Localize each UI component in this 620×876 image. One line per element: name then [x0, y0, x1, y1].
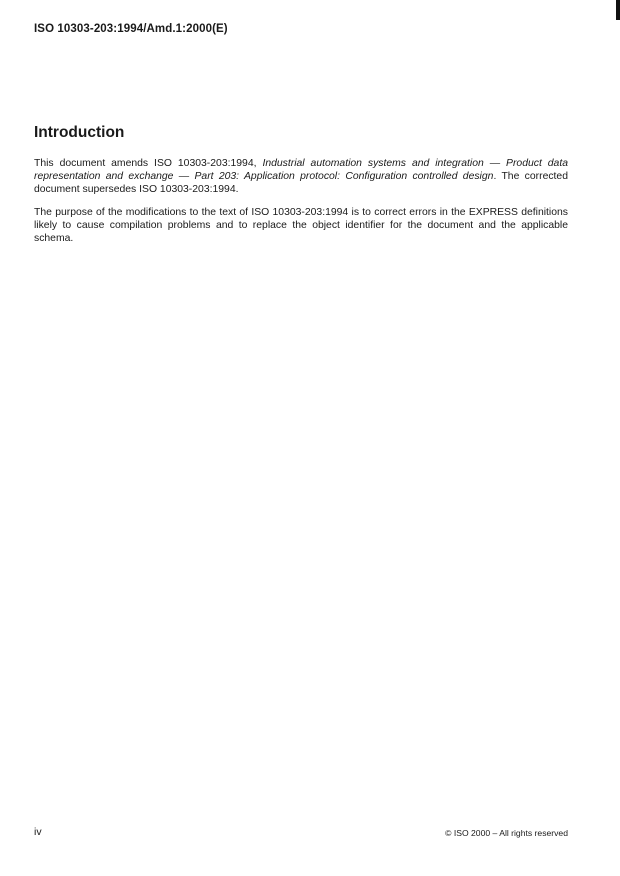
- copyright-notice: © ISO 2000 – All rights reserved: [445, 828, 568, 838]
- paragraph-1-lead: This document amends ISO 10303-203:1994,: [34, 158, 263, 169]
- page-number: iv: [34, 826, 42, 838]
- page-edge-mark: [616, 0, 620, 20]
- introduction-paragraph-2: The purpose of the modifications to the text of ISO 10303-203:1994 is to correct errors in the EXPRESS definitions likely to cause compilation problems and to replace the object identifier for the document and the applicable schema.: [34, 207, 568, 244]
- document-reference-header: ISO 10303-203:1994/Amd.1:2000(E): [34, 23, 228, 35]
- paragraph-1-tail: . The corrected document supersedes ISO 10303-203:1994.: [34, 171, 568, 195]
- introduction-paragraph-1: [34, 157, 568, 196]
- paragraph-1-cited-title: Industrial automation systems and integration — Product data representation and exchange — Part 203: Application protocol: Configuration controlled design: [34, 158, 569, 182]
- section-title: Introduction: [34, 124, 125, 141]
